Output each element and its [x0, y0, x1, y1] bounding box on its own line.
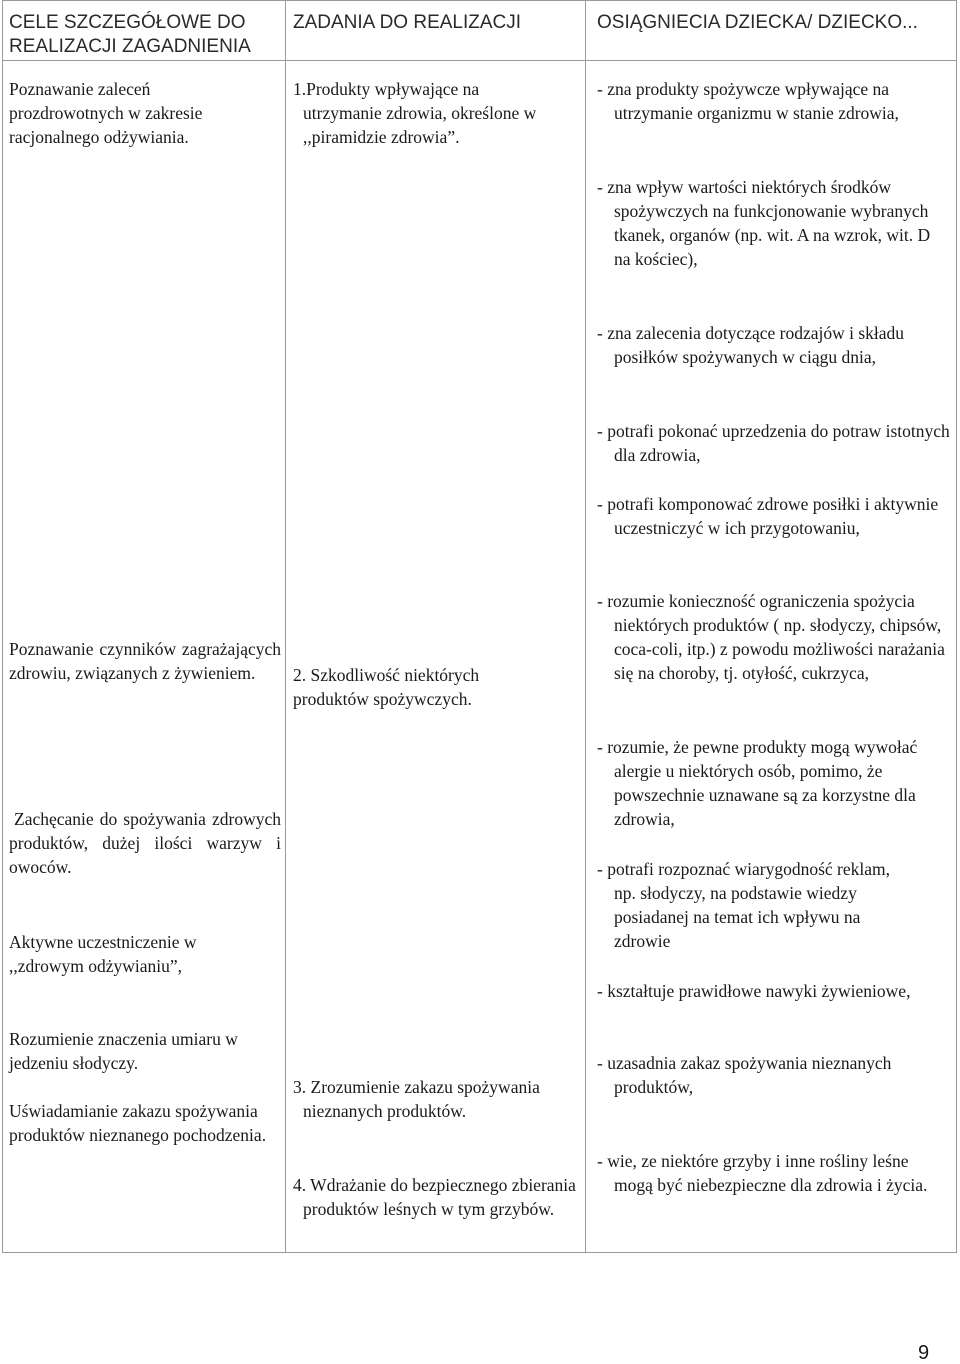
achievement-5: - potrafi komponować zdrowe posiłki i aktywnie uczestniczyć w ich przygotowaniu,	[597, 494, 939, 538]
column-divider	[285, 1, 286, 1252]
task-3: 3. Zrozumienie zakazu spożywania nieznanych produktów.	[293, 1077, 540, 1121]
header-achievements: OSIĄGNIECIA DZIECKA/ DZIECKO...	[597, 12, 918, 33]
goal-sweets-moderation: Rozumienie znaczenia umiaru w jedzeniu słodyczy.	[9, 1029, 238, 1073]
achievement-6: - rozumie konieczność ograniczenia spożycia niektórych produktów ( np. słodyczy, chipsów, coca-coli, itp.) z powodu możliwości narażania się na choroby, tj. otyłość, cukrzyca,	[597, 591, 945, 683]
achievement-11: - wie, ze niektóre grzyby i inne rośliny leśne mogą być niebezpieczne dla zdrowia i życia.	[597, 1151, 928, 1195]
task-2: 2. Szkodliwość niektórych produktów spożywczych.	[293, 665, 480, 709]
goal-healthy-recommendations: Poznawanie zaleceń prozdrowotnych w zakresie racjonalnego odżywiania.	[9, 79, 203, 147]
task-1: 1.Produkty wpływające na utrzymanie zdrowia, określone w ,,piramidzie zdrowia”.	[293, 79, 537, 147]
goal-unknown-products-ban: Uświadamianie zakazu spożywania produktów nieznanego pochodzenia.	[9, 1101, 267, 1145]
header-divider	[3, 60, 956, 61]
goal-health-threats: Poznawanie czynników zagrażających zdrowiu, związanych z żywieniem.	[9, 639, 281, 683]
achievement-7: - rozumie, że pewne produkty mogą wywołać alergie u niektórych osób, pomimo, że powszechnie uznawane są za korzystne dla zdrowia,	[597, 737, 918, 829]
achievement-4: - potrafi pokonać uprzedzenia do potraw istotnych dla zdrowia,	[597, 421, 950, 465]
achievement-8: - potrafi rozpoznać wiarygodność reklam, np. słodyczy, na podstawie wiedzy posiadanej na temat ich wpływu na zdrowie	[597, 859, 891, 951]
page-number: 9	[918, 1342, 930, 1364]
header-tasks: ZADANIA DO REALIZACJI	[293, 12, 522, 33]
column-divider	[585, 1, 586, 1252]
goal-active-participation: Aktywne uczestniczenie w ,,zdrowym odżywianiu”,	[9, 932, 197, 976]
achievement-10: - uzasadnia zakaz spożywania nieznanych produktów,	[597, 1053, 892, 1097]
achievement-3: - zna zalecenia dotyczące rodzajów i składu posiłków spożywanych w ciągu dnia,	[597, 323, 905, 367]
achievement-9: - kształtuje prawidłowe nawyki żywieniowe,	[597, 981, 911, 1001]
goal-encourage-healthy-products: Zachęcanie do spożywania zdrowych produktów, dużej ilości warzyw i owoców.	[9, 809, 281, 877]
achievement-2: - zna wpływ wartości niektórych środków spożywczych na funkcjonowanie wybranych tkanek, organów (np. wit. A na wzrok, wit. D na kościec),	[597, 177, 931, 269]
task-4: 4. Wdrażanie do bezpiecznego zbierania produktów leśnych w tym grzybów.	[293, 1175, 576, 1219]
header-goals: CELE SZCZEGÓŁOWE DO REALIZACJI ZAGADNIENIA	[9, 12, 251, 57]
achievement-1: - zna produkty spożywcze wpływające na utrzymanie organizmu w stanie zdrowia,	[597, 79, 899, 123]
